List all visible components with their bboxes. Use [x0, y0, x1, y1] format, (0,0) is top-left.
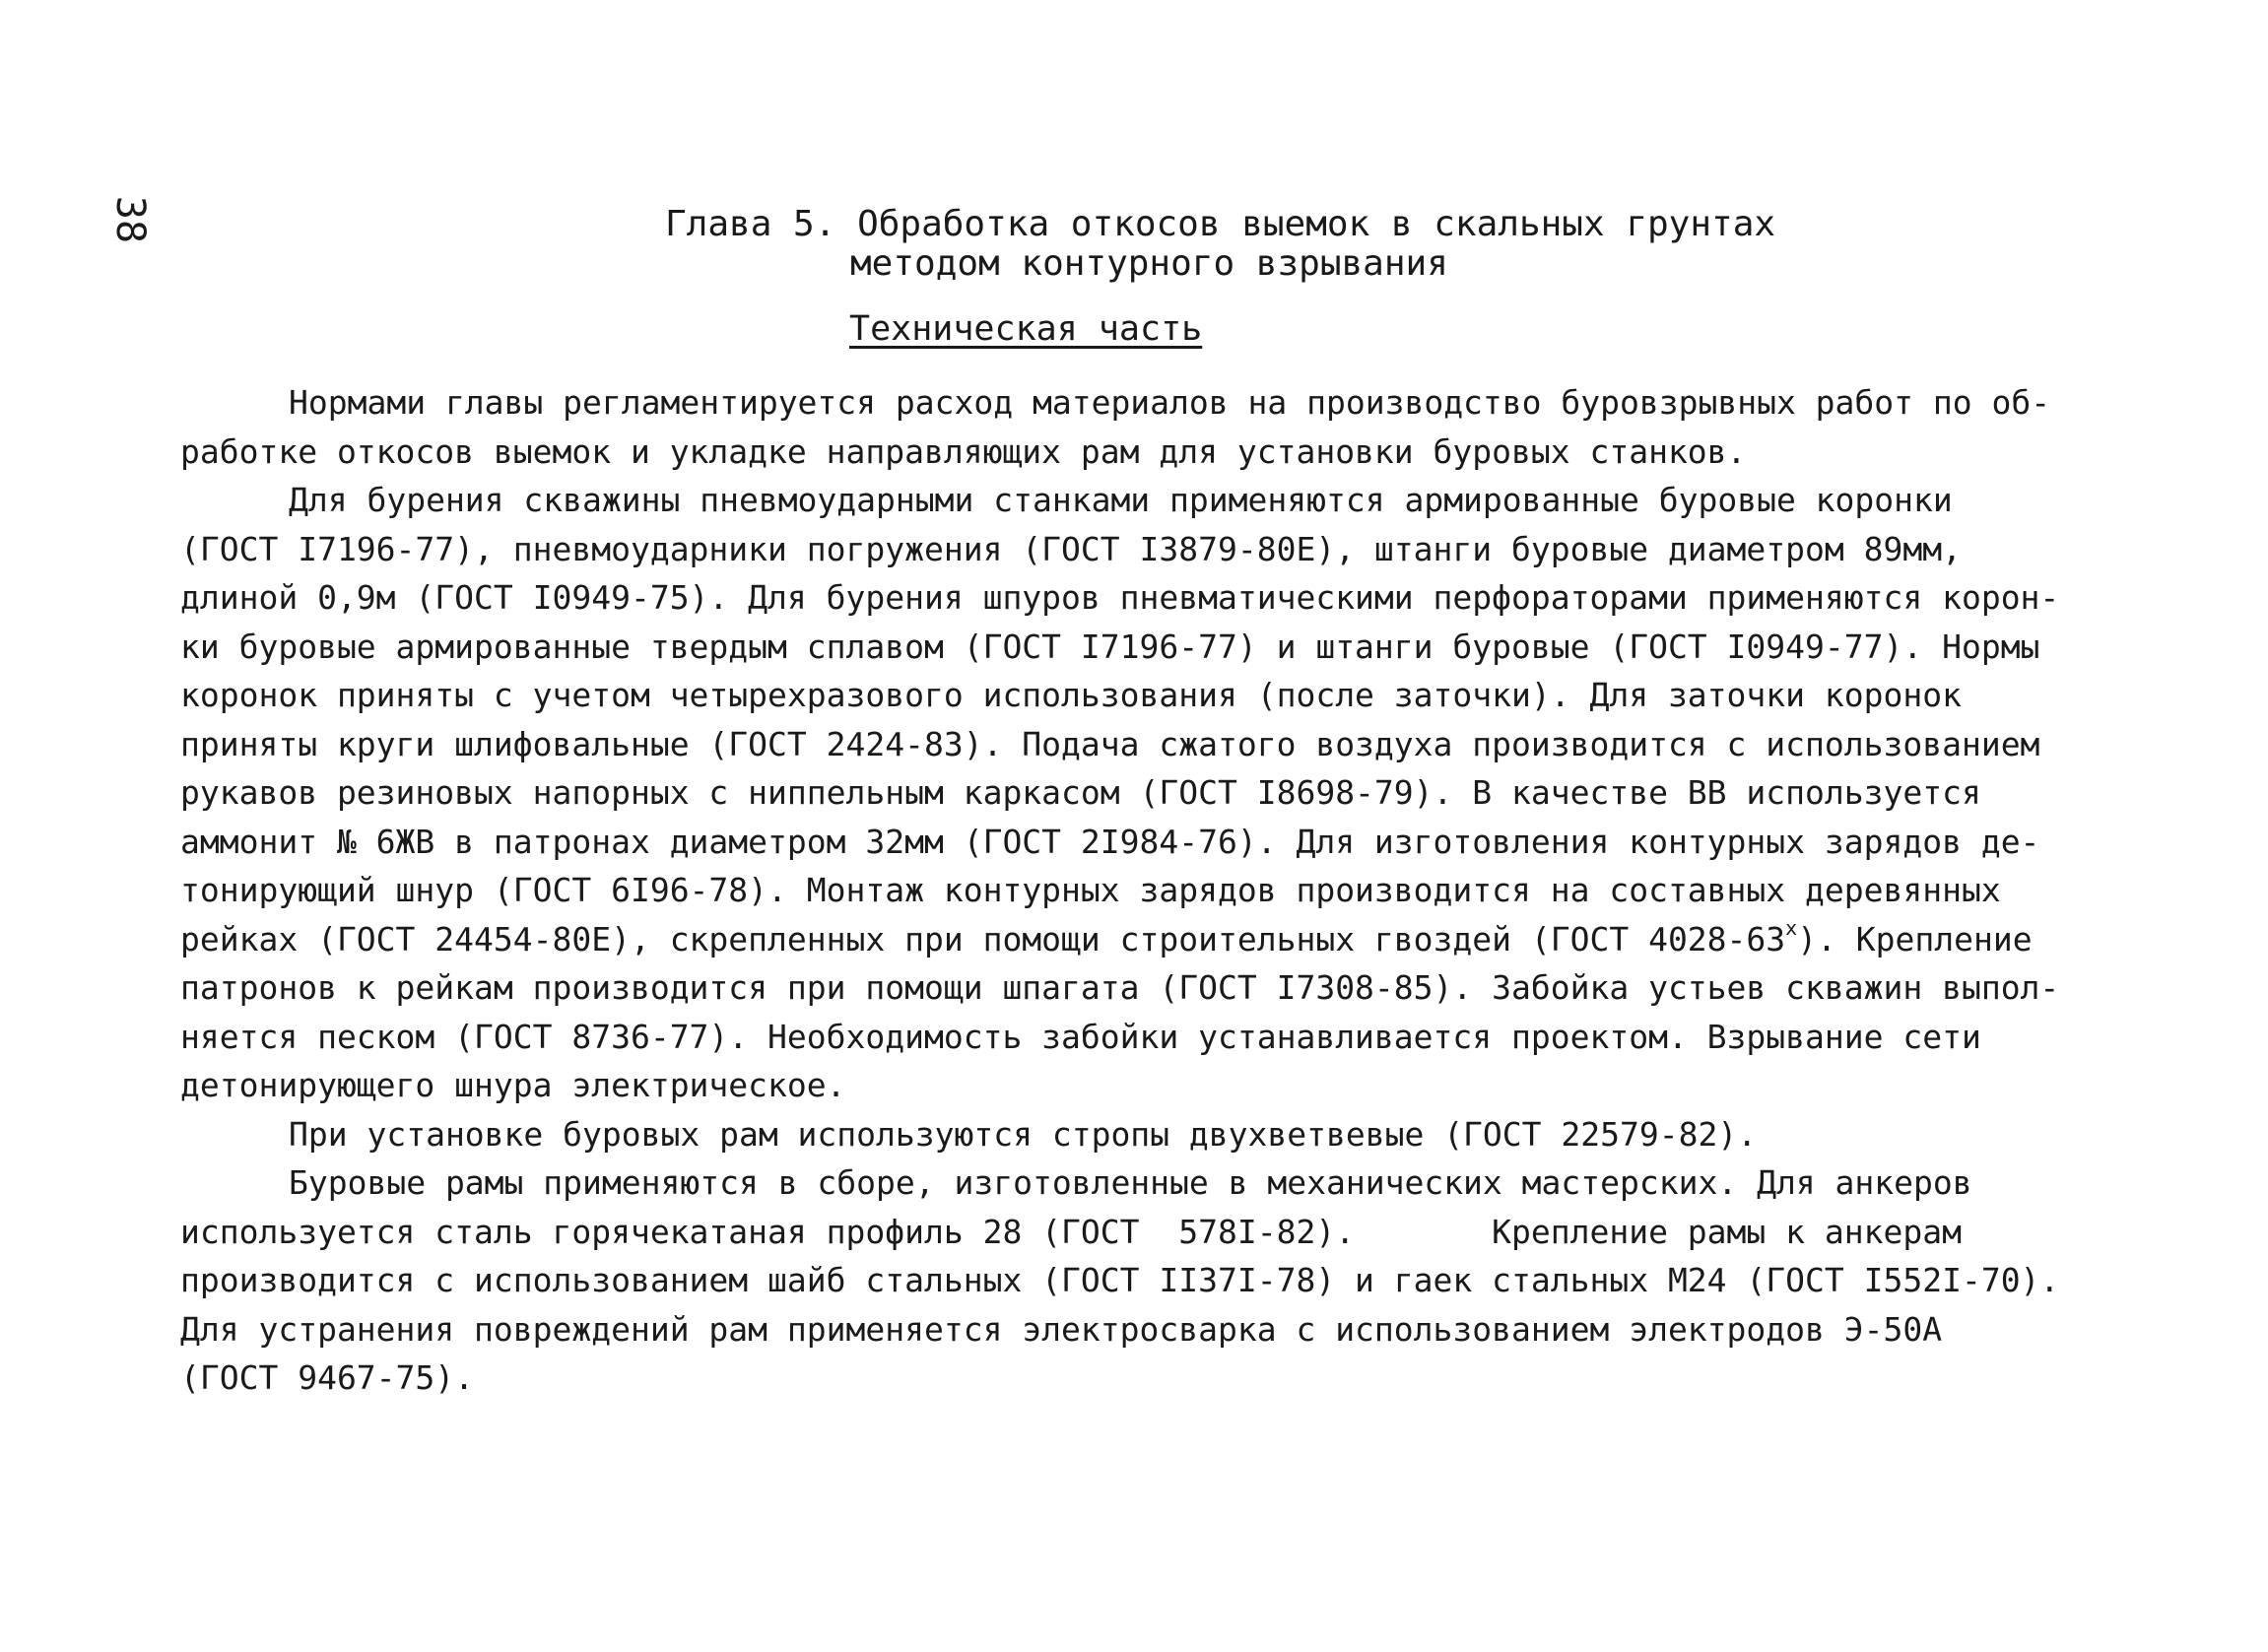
text-line — [180, 768, 2141, 818]
text-line — [180, 671, 2141, 720]
text-line — [180, 525, 2141, 574]
text-line-content: ки буровые армированные твердым сплавом (ГОСТ I7196-77) и штанги буровые (ГОСТ I0949-77). Нормы — [180, 627, 2040, 666]
chapter-heading-line-1: Глава 5. Обработка откосов выемок в скальных грунтах — [665, 204, 1776, 244]
text-line — [180, 818, 2141, 867]
section-title: Техническая часть — [849, 309, 1203, 349]
text-line — [180, 1061, 2141, 1110]
chapter-heading-line-2: методом контурного взрывания — [850, 243, 1448, 284]
text-line-content: Нормами главы регламентируется расход материалов на производство буровзрывных работ по об- — [289, 383, 2051, 422]
text-line-content: коронок приняты с учетом четырехразового использования (после заточки). Для заточки коронок — [180, 676, 1962, 714]
text-line-content: Для устранения повреждений рам применяется электросварка с использованием электродов Э-50А — [180, 1309, 1943, 1349]
text-line-content: патронов к рейкам производится при помощи шпагата (ГОСТ I7308-85). Забойка устьев скважин выпол- — [180, 968, 2060, 1007]
text-line — [180, 573, 2141, 623]
text-line — [180, 1013, 2141, 1062]
text-line-content: используется сталь горячекатаная профиль 28 (ГОСТ 578I-82). Крепление рамы к анкерам — [180, 1212, 1962, 1251]
chapter-heading — [665, 205, 1775, 284]
text-line — [180, 378, 2141, 428]
text-line — [180, 1305, 2141, 1355]
page-number: 38 — [107, 195, 154, 244]
text-line-content: производится с использованием шайб стальных (ГОСТ II37I-78) и гаек стальных М24 (ГОСТ I552I-70). — [180, 1261, 2060, 1299]
text-line-content: работке откосов выемок и укладке направляющих рам для установки буровых станков. — [180, 431, 1747, 471]
text-line — [180, 1110, 2141, 1159]
text-line-content: Буровые рамы применяются в сборе, изготовленные в механических мастерских. Для анкеров — [289, 1163, 1972, 1202]
text-line-tail: ). Крепление — [1797, 919, 2033, 958]
text-line — [180, 720, 2141, 769]
body-text — [180, 378, 2141, 1403]
text-line-content: (ГОСТ I7196-77), пневмоударники погружения (ГОСТ I3879-80Е), штанги буровые диаметром 89мм, — [180, 529, 1962, 568]
text-line-content: тонирующий шнур (ГОСТ 6I96-78). Монтаж контурных зарядов производится на составных деревянных — [180, 871, 2001, 909]
text-line-content: При установке буровых рам используются стропы двухветвевые (ГОСТ 22579-82). — [289, 1114, 1758, 1154]
text-line — [180, 1354, 2141, 1403]
text-line — [180, 476, 2141, 525]
text-line-content: (ГОСТ 9467-75). — [180, 1358, 475, 1397]
text-line-content: рукавов резиновых напорных с ниппельным каркасом (ГОСТ I8698-79). В качестве ВВ используется — [180, 773, 1981, 812]
text-line-content: длиной 0,9м (ГОСТ I0949-75). Для бурения шпуров пневматическими перфораторами применяются корон- — [180, 578, 2060, 617]
text-line — [180, 866, 2141, 915]
text-line-content: аммонит № 6ЖВ в патронах диаметром 32мм (ГОСТ 2I984-76). Для изготовления контурных зарядов де- — [180, 822, 2040, 861]
text-line-content: приняты круги шлифовальные (ГОСТ 2424-83). Подача сжатого воздуха производится с использованием — [180, 724, 2040, 763]
text-line — [180, 1158, 2141, 1208]
text-line — [180, 963, 2141, 1013]
text-line-content: няется песком (ГОСТ 8736-77). Необходимость забойки устанавливается проектом. Взрывание сети — [180, 1017, 1981, 1056]
text-line — [180, 915, 2141, 964]
text-line — [180, 428, 2141, 477]
superscript-mark: х — [1785, 915, 1798, 940]
text-line-content: детонирующего шнура электрическое. — [180, 1066, 846, 1104]
text-line-content: Для бурения скважины пневмоударными станками применяются армированные буровые коронки — [289, 481, 1953, 519]
text-line — [180, 1256, 2141, 1305]
text-line — [180, 1208, 2141, 1257]
text-line-content: рейках (ГОСТ 24454-80Е), скрепленных при помощи строительных гвоздей (ГОСТ 4028-63 — [180, 919, 1786, 958]
text-line — [180, 623, 2141, 672]
